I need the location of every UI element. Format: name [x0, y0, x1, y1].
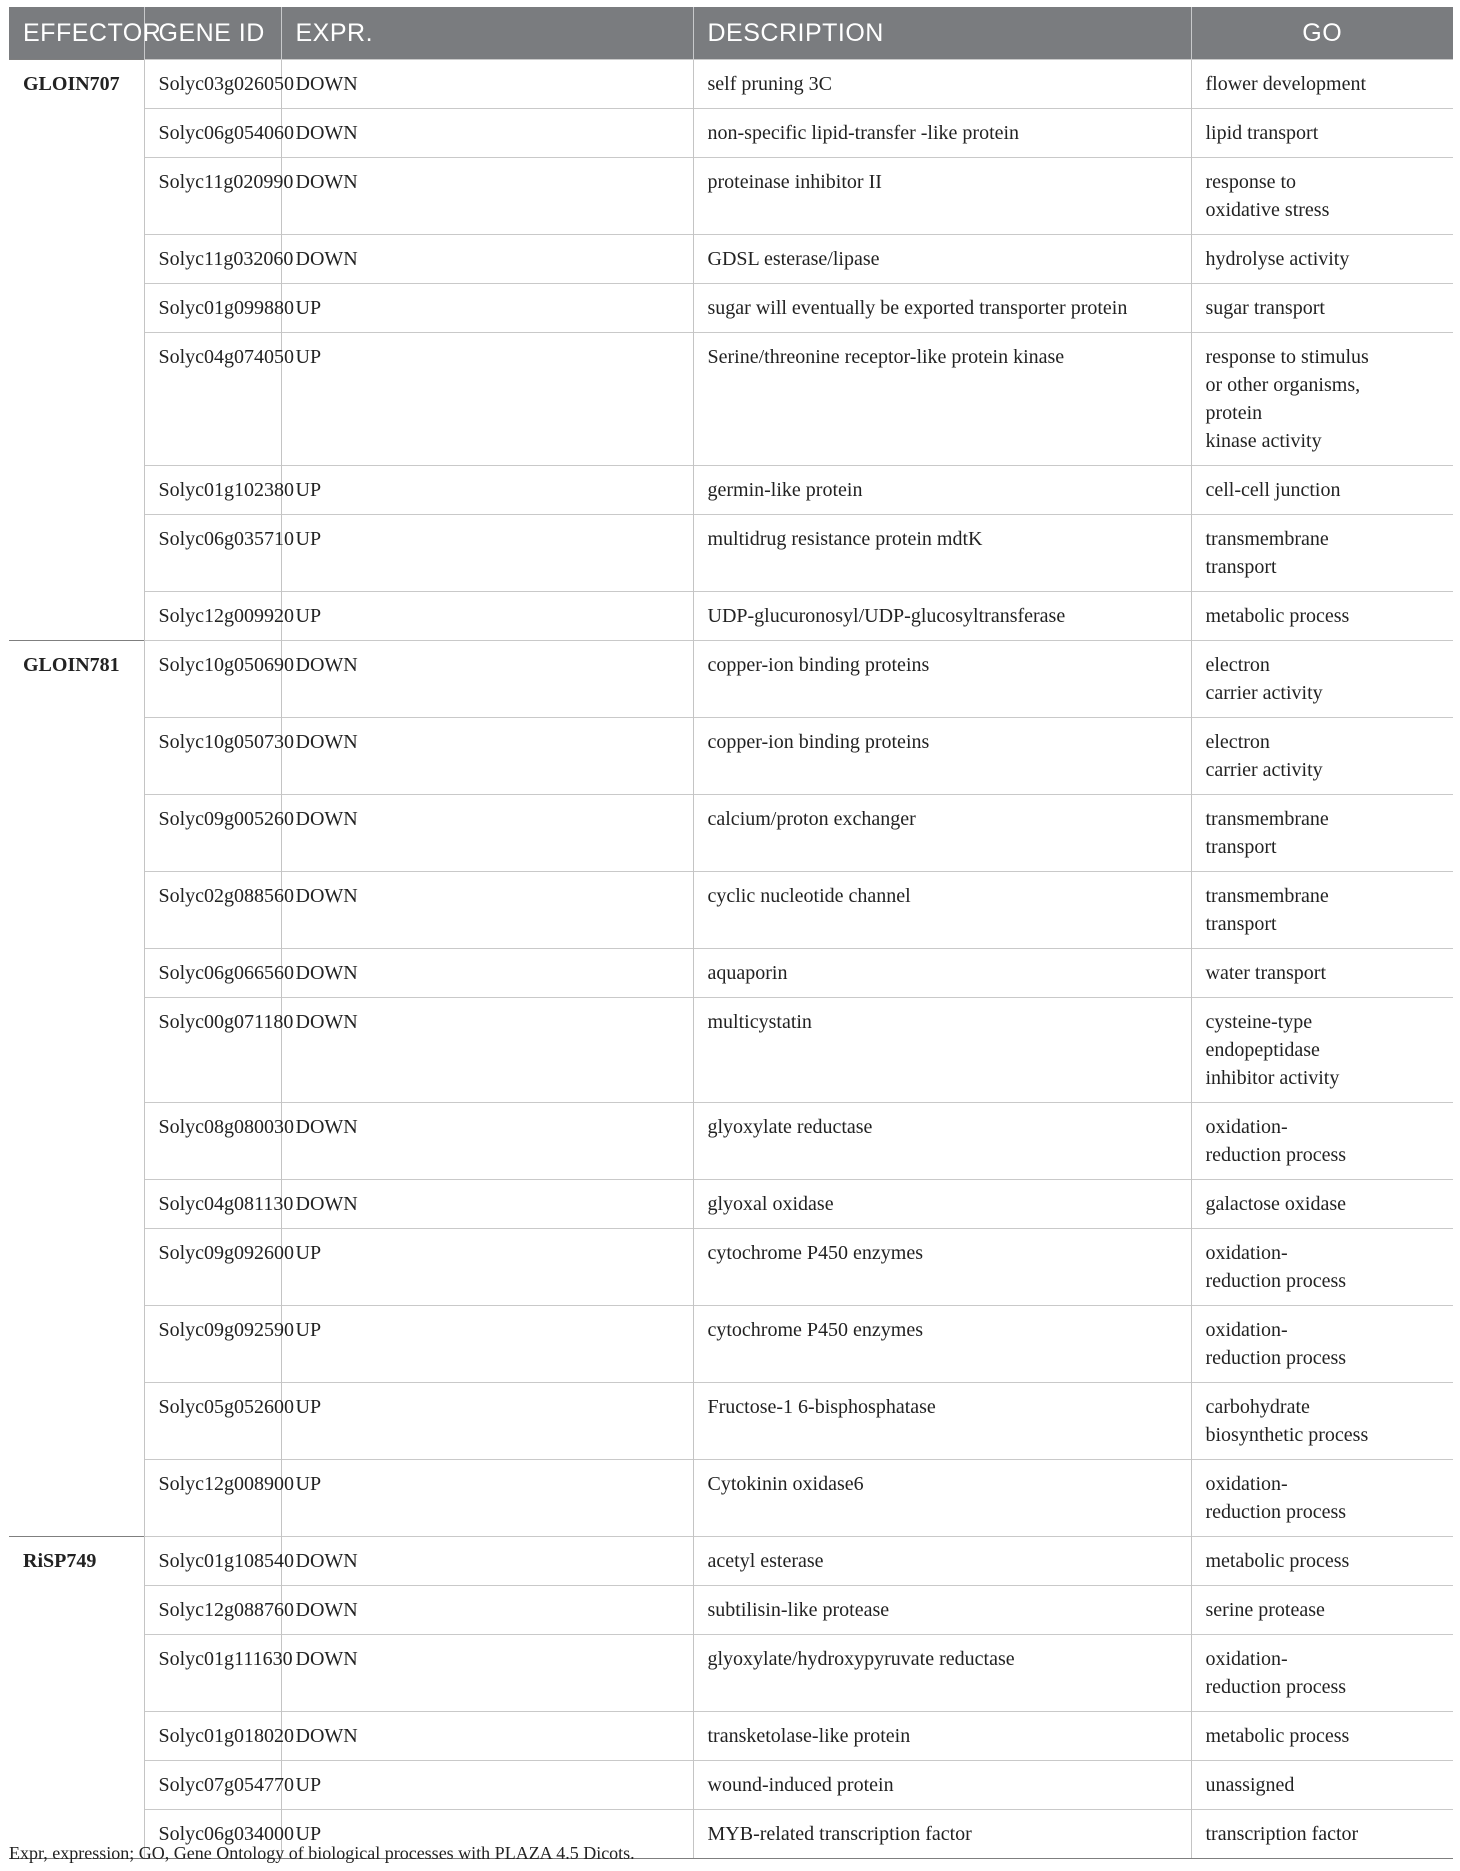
description-cell: multicystatin — [693, 998, 1191, 1103]
gene-id-cell: Solyc05g052600 — [144, 1383, 281, 1460]
header-gene-id: GENE ID — [144, 7, 281, 60]
gene-id-cell: Solyc04g074050 — [144, 333, 281, 466]
table-row — [9, 284, 1453, 333]
gene-id-cell: Solyc07g054770 — [144, 1761, 281, 1810]
header-expression: EXPR. — [281, 7, 693, 60]
gene-id-cell: Solyc09g092590 — [144, 1306, 281, 1383]
description-cell: cyclic nucleotide channel — [693, 872, 1191, 949]
table-row — [9, 998, 1453, 1103]
go-cell: transmembrane transport — [1191, 515, 1453, 592]
table-row — [9, 235, 1453, 284]
description-cell: multidrug resistance protein mdtK — [693, 515, 1191, 592]
go-cell: transmembrane transport — [1191, 872, 1453, 949]
expression-cell: DOWN — [281, 1635, 693, 1712]
description-cell: aquaporin — [693, 949, 1191, 998]
effector-cell — [9, 998, 144, 1103]
description-cell: copper-ion binding proteins — [693, 641, 1191, 718]
go-cell: oxidation- reduction process — [1191, 1306, 1453, 1383]
description-cell: Fructose-1 6-bisphosphatase — [693, 1383, 1191, 1460]
effector-cell: RiSP749 — [9, 1537, 144, 1586]
description-cell: MYB-related transcription factor — [693, 1810, 1191, 1859]
effector-cell — [9, 158, 144, 235]
table-row — [9, 641, 1453, 718]
go-cell: electron carrier activity — [1191, 641, 1453, 718]
description-cell: proteinase inhibitor II — [693, 158, 1191, 235]
table-row — [9, 158, 1453, 235]
go-cell: oxidation- reduction process — [1191, 1229, 1453, 1306]
table-row — [9, 1383, 1453, 1460]
effector-cell — [9, 718, 144, 795]
table-row — [9, 1180, 1453, 1229]
gene-id-cell: Solyc00g071180 — [144, 998, 281, 1103]
expression-cell: DOWN — [281, 60, 693, 109]
expression-cell: DOWN — [281, 998, 693, 1103]
description-cell: calcium/proton exchanger — [693, 795, 1191, 872]
table-row — [9, 1460, 1453, 1537]
go-cell: oxidation- reduction process — [1191, 1635, 1453, 1712]
go-cell: hydrolyse activity — [1191, 235, 1453, 284]
go-cell: response to stimulus or other organisms, protein kinase activity — [1191, 333, 1453, 466]
effector-cell — [9, 949, 144, 998]
gene-id-cell: Solyc10g050690 — [144, 641, 281, 718]
gene-id-cell: Solyc12g009920 — [144, 592, 281, 641]
table-row — [9, 466, 1453, 515]
gene-id-cell: Solyc09g092600 — [144, 1229, 281, 1306]
description-cell: glyoxal oxidase — [693, 1180, 1191, 1229]
expression-cell: DOWN — [281, 718, 693, 795]
go-cell: transcription factor — [1191, 1810, 1453, 1859]
effector-cell: GLOIN781 — [9, 641, 144, 718]
description-cell: glyoxylate reductase — [693, 1103, 1191, 1180]
description-cell: Cytokinin oxidase6 — [693, 1460, 1191, 1537]
go-cell: transmembrane transport — [1191, 795, 1453, 872]
effector-cell — [9, 1103, 144, 1180]
description-cell: transketolase-like protein — [693, 1712, 1191, 1761]
expression-cell: UP — [281, 1810, 693, 1859]
description-cell: cytochrome P450 enzymes — [693, 1229, 1191, 1306]
expression-cell: UP — [281, 592, 693, 641]
table-row — [9, 1537, 1453, 1586]
description-cell: UDP-glucuronosyl/UDP-glucosyltransferase — [693, 592, 1191, 641]
description-cell: wound-induced protein — [693, 1761, 1191, 1810]
effector-cell — [9, 109, 144, 158]
effector-cell — [9, 515, 144, 592]
expression-cell: DOWN — [281, 1537, 693, 1586]
expression-cell: DOWN — [281, 158, 693, 235]
go-cell: metabolic process — [1191, 592, 1453, 641]
header-description: DESCRIPTION — [693, 7, 1191, 60]
go-cell: carbohydrate biosynthetic process — [1191, 1383, 1453, 1460]
description-cell: acetyl esterase — [693, 1537, 1191, 1586]
expression-cell: UP — [281, 333, 693, 466]
effector-cell — [9, 592, 144, 641]
effector-cell — [9, 1383, 144, 1460]
table-row — [9, 1761, 1453, 1810]
go-cell: unassigned — [1191, 1761, 1453, 1810]
table-row — [9, 1586, 1453, 1635]
description-cell: cytochrome P450 enzymes — [693, 1306, 1191, 1383]
effector-cell — [9, 333, 144, 466]
gene-id-cell: Solyc01g099880 — [144, 284, 281, 333]
table-body — [9, 60, 1453, 1859]
effector-cell — [9, 872, 144, 949]
gene-id-cell: Solyc12g008900 — [144, 1460, 281, 1537]
gene-id-cell: Solyc12g088760 — [144, 1586, 281, 1635]
gene-id-cell: Solyc02g088560 — [144, 872, 281, 949]
table-footnote: Expr, expression; GO, Gene Ontology of biological processes with PLAZA 4.5 Dicots. — [9, 1843, 635, 1863]
expression-cell: DOWN — [281, 1103, 693, 1180]
expression-cell: UP — [281, 1383, 693, 1460]
effector-cell — [9, 1460, 144, 1537]
gene-id-cell: Solyc06g066560 — [144, 949, 281, 998]
table-row — [9, 1306, 1453, 1383]
description-cell: self pruning 3C — [693, 60, 1191, 109]
go-cell: metabolic process — [1191, 1712, 1453, 1761]
gene-id-cell: Solyc01g018020 — [144, 1712, 281, 1761]
go-cell: serine protease — [1191, 1586, 1453, 1635]
gene-id-cell: Solyc11g032060 — [144, 235, 281, 284]
effector-cell — [9, 1635, 144, 1712]
expression-cell: DOWN — [281, 109, 693, 158]
table-row — [9, 515, 1453, 592]
expression-cell: DOWN — [281, 795, 693, 872]
description-cell: Serine/threonine receptor-like protein kinase — [693, 333, 1191, 466]
expression-cell: DOWN — [281, 1180, 693, 1229]
effector-cell — [9, 1712, 144, 1761]
gene-id-cell: Solyc06g034000 — [144, 1810, 281, 1859]
go-cell: oxidation- reduction process — [1191, 1103, 1453, 1180]
gene-expression-table — [9, 7, 1453, 1859]
expression-cell: UP — [281, 515, 693, 592]
go-cell: metabolic process — [1191, 1537, 1453, 1586]
effector-cell — [9, 235, 144, 284]
go-cell: oxidation- reduction process — [1191, 1460, 1453, 1537]
expression-cell: UP — [281, 1761, 693, 1810]
expression-cell: UP — [281, 466, 693, 515]
description-cell: copper-ion binding proteins — [693, 718, 1191, 795]
table-row — [9, 1635, 1453, 1712]
description-cell: subtilisin-like protease — [693, 1586, 1191, 1635]
gene-id-cell: Solyc11g020990 — [144, 158, 281, 235]
description-cell: GDSL esterase/lipase — [693, 235, 1191, 284]
description-cell: germin-like protein — [693, 466, 1191, 515]
effector-cell: GLOIN707 — [9, 60, 144, 109]
header-go: GO — [1191, 7, 1453, 60]
header-effector: EFFECTOR — [9, 7, 144, 60]
go-cell: lipid transport — [1191, 109, 1453, 158]
table-row — [9, 333, 1453, 466]
description-cell: glyoxylate/hydroxypyruvate reductase — [693, 1635, 1191, 1712]
table-row — [9, 949, 1453, 998]
expression-cell: DOWN — [281, 949, 693, 998]
description-cell: non-specific lipid-transfer -like protein — [693, 109, 1191, 158]
effector-cell — [9, 1761, 144, 1810]
gene-id-cell: Solyc06g054060 — [144, 109, 281, 158]
go-cell: sugar transport — [1191, 284, 1453, 333]
table-row — [9, 592, 1453, 641]
gene-id-cell: Solyc01g108540 — [144, 1537, 281, 1586]
effector-cell — [9, 284, 144, 333]
expression-cell: UP — [281, 284, 693, 333]
effector-cell — [9, 1586, 144, 1635]
gene-id-cell: Solyc01g111630 — [144, 1635, 281, 1712]
table-row — [9, 109, 1453, 158]
expression-cell: DOWN — [281, 1712, 693, 1761]
gene-id-cell: Solyc04g081130 — [144, 1180, 281, 1229]
expression-cell: DOWN — [281, 872, 693, 949]
effector-cell — [9, 1306, 144, 1383]
go-cell: electron carrier activity — [1191, 718, 1453, 795]
effector-cell — [9, 1180, 144, 1229]
header-row — [9, 7, 1453, 60]
expression-cell: UP — [281, 1229, 693, 1306]
table-row — [9, 795, 1453, 872]
description-cell: sugar will eventually be exported transporter protein — [693, 284, 1191, 333]
table-header — [9, 7, 1453, 60]
go-cell: water transport — [1191, 949, 1453, 998]
go-cell: flower development — [1191, 60, 1453, 109]
gene-id-cell: Solyc03g026050 — [144, 60, 281, 109]
table-row — [9, 1229, 1453, 1306]
expression-cell: DOWN — [281, 641, 693, 718]
go-cell: cysteine-type endopeptidase inhibitor activity — [1191, 998, 1453, 1103]
effector-cell — [9, 795, 144, 872]
table-row — [9, 718, 1453, 795]
gene-id-cell: Solyc06g035710 — [144, 515, 281, 592]
effector-cell — [9, 1229, 144, 1306]
gene-id-cell: Solyc01g102380 — [144, 466, 281, 515]
effector-cell — [9, 466, 144, 515]
expression-cell: UP — [281, 1460, 693, 1537]
gene-id-cell: Solyc08g080030 — [144, 1103, 281, 1180]
gene-id-cell: Solyc10g050730 — [144, 718, 281, 795]
expression-cell: DOWN — [281, 1586, 693, 1635]
table-row — [9, 1103, 1453, 1180]
table-row — [9, 872, 1453, 949]
go-cell: cell-cell junction — [1191, 466, 1453, 515]
gene-id-cell: Solyc09g005260 — [144, 795, 281, 872]
table-row — [9, 60, 1453, 109]
go-cell: galactose oxidase — [1191, 1180, 1453, 1229]
expression-cell: DOWN — [281, 235, 693, 284]
table-row — [9, 1712, 1453, 1761]
expression-cell: UP — [281, 1306, 693, 1383]
go-cell: response to oxidative stress — [1191, 158, 1453, 235]
